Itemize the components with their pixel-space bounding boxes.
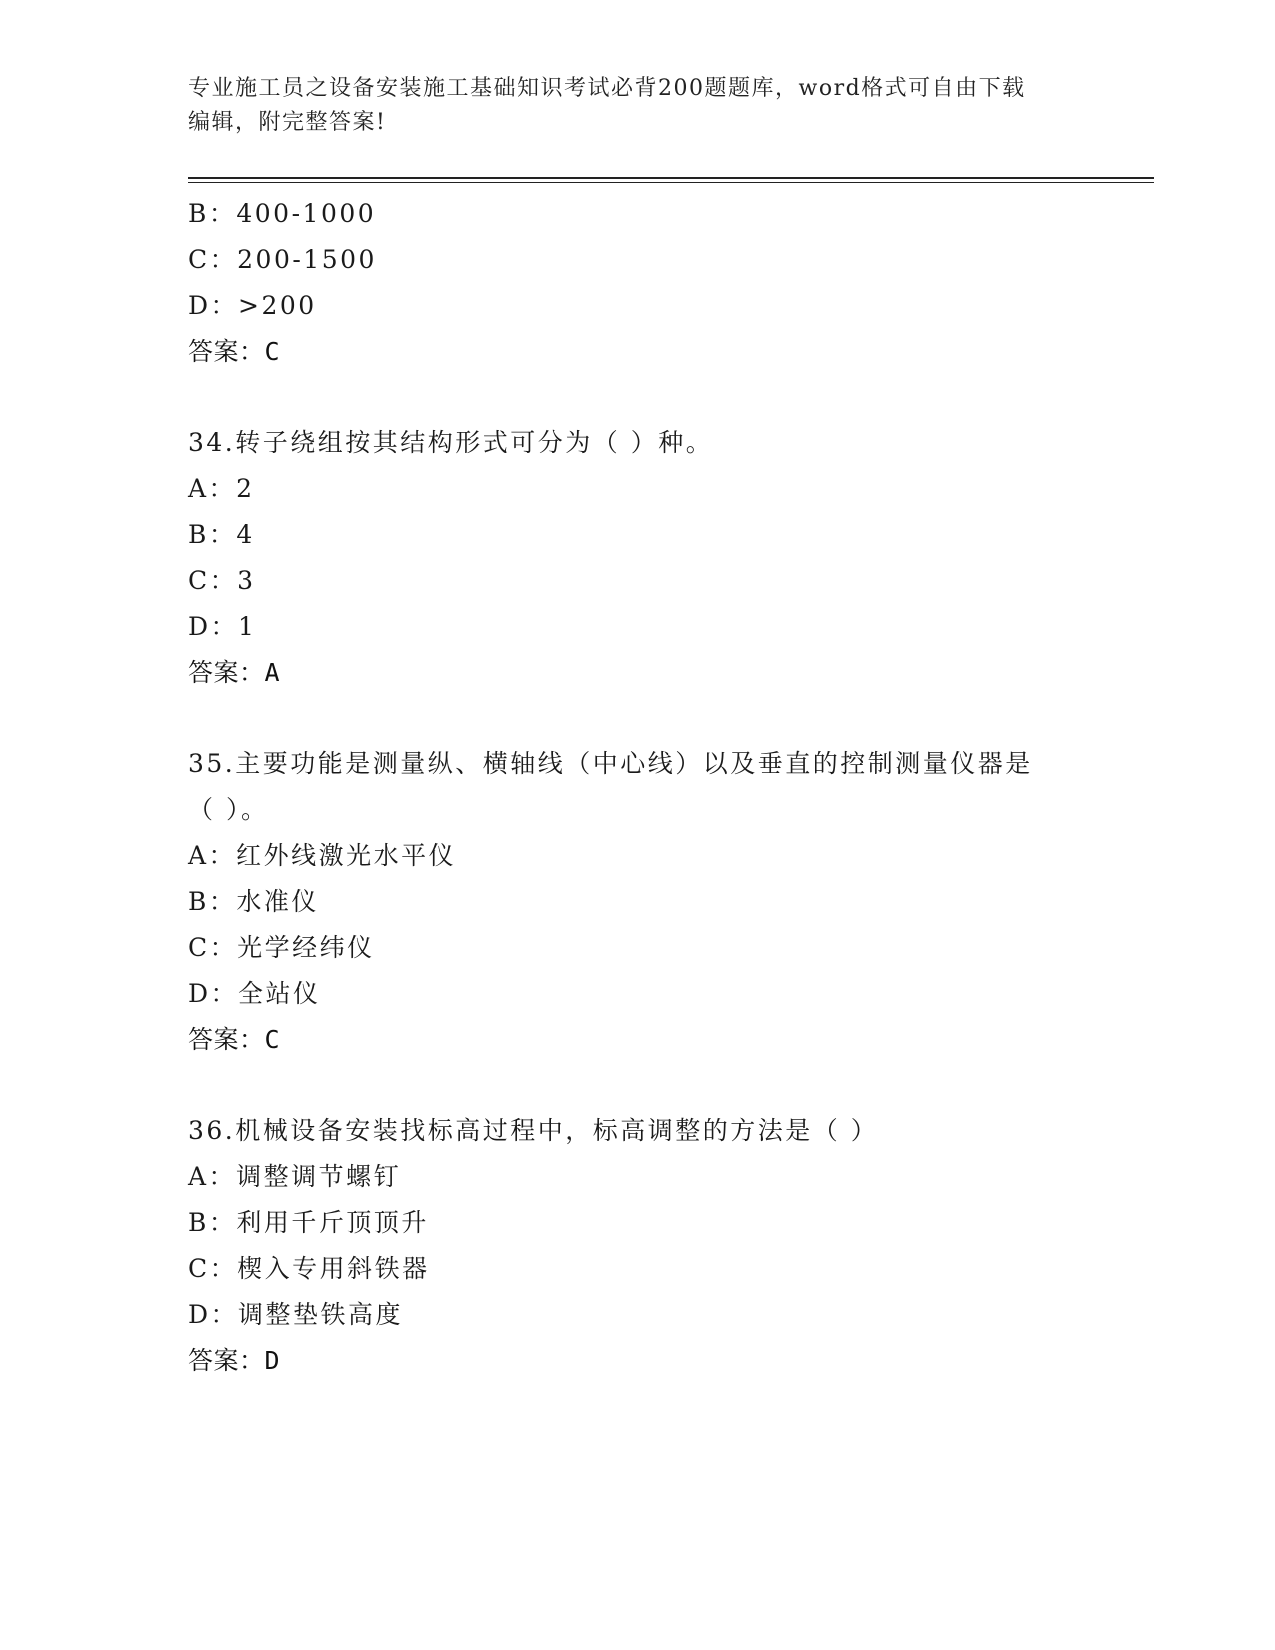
header-title-line1: 专业施工员之设备安装施工基础知识考试必背200题题库，word格式可自由下载 [188,76,1026,101]
spacer [188,1063,1088,1108]
question-stem-line1: 35.主要功能是测量纵、横轴线（中心线）以及垂直的控制测量仪器是 [188,749,1033,778]
option-d: D：1 [188,612,257,641]
option-c: C：3 [188,566,256,595]
spacer [188,375,1088,420]
question-stem-line2: （ ）。 [188,795,269,824]
option-c: C：光学经纬仪 [188,933,375,962]
option-c: C：200-1500 [188,245,377,274]
question-stem: 34.转子绕组按其结构形式可分为（ ）种。 [188,428,714,457]
header-divider-thin [188,182,1154,183]
option-d: D：全站仪 [188,979,321,1008]
header-divider-thick [188,177,1154,179]
question-stem: 36.机械设备安装找标高过程中，标高调整的方法是（ ） [188,1116,879,1145]
question-35 [188,741,1088,1063]
option-c: C：楔入专用斜铁器 [188,1254,430,1283]
option-a: A：调整调节螺钉 [188,1162,402,1191]
answer-line: 答案：D [188,1346,281,1375]
option-b: B：利用千斤顶顶升 [188,1208,429,1237]
document-header [188,72,1088,140]
answer-line: 答案：C [188,1025,281,1054]
option-a: A：红外线激光水平仪 [188,841,457,870]
option-d: D：调整垫铁高度 [188,1300,404,1329]
spacer [188,696,1088,741]
option-a: A：2 [188,474,255,503]
question-list [188,191,1088,1384]
option-b: B：400-1000 [188,199,377,228]
option-b: B：4 [188,520,255,549]
question-33-tail [188,191,1088,375]
answer-line: 答案：C [188,337,281,366]
header-title-line2: 编辑，附完整答案! [188,110,387,135]
answer-line: 答案：A [188,658,281,687]
option-d: D：>200 [188,291,317,320]
question-34 [188,420,1088,696]
question-36 [188,1108,1088,1384]
option-b: B：水准仪 [188,887,319,916]
